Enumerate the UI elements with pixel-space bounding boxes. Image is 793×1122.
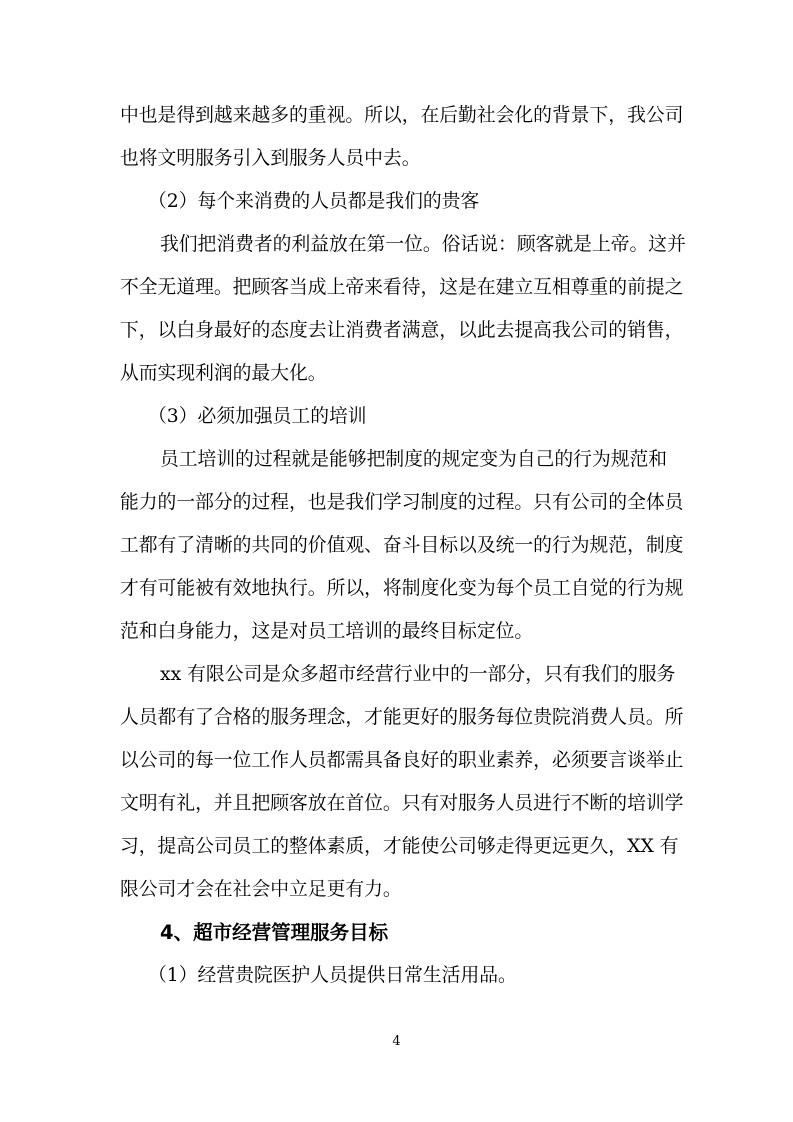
paragraph-line: 人员都有了合格的服务理念，才能更好的服务每位贵院消费人员。所 [120, 707, 684, 728]
paragraph-line: 才有可能被有效地执行。所以，将制度化变为每个员工自觉的行为规 [120, 578, 684, 599]
section-subheading: （1）经营贵院医护人员提供日常生活用品。 [148, 965, 517, 986]
section-heading: 4、超市经营管理服务目标 [160, 921, 389, 944]
paragraph-line: 工都有了清晰的共同的价值观、奋斗目标以及统一的行为规范，制度 [120, 535, 684, 556]
paragraph-line: 能力的一部分的过程，也是我们学习制度的过程。只有公司的全体员 [120, 492, 684, 513]
paragraph-line: 我们把消费者的利益放在第一位。俗话说：顾客就是上帝。这并 [160, 234, 686, 255]
section-subheading: （3）必须加强员工的培训 [148, 406, 367, 427]
paragraph-line: 员工培训的过程就是能够把制度的规定变为自己的行为规范和 [160, 449, 668, 470]
page-number: 4 [392, 1034, 401, 1049]
paragraph-line: 从而实现利润的最大化。 [120, 363, 327, 384]
paragraph-line: 中也是得到越来越多的重视。所以，在后勤社会化的背景下，我公司 [120, 105, 684, 126]
paragraph-line: 范和白身能力，这是对员工培训的最终目标定位。 [120, 621, 534, 642]
paragraph-line: xx 有限公司是众多超市经营行业中的一部分，只有我们的服务 [160, 664, 676, 685]
paragraph-line: 下，以白身最好的态度去让消费者满意，以此去提高我公司的销售， [120, 320, 684, 341]
paragraph-line: 不全无道理。把顾客当成上帝来看待，这是在建立互相尊重的前提之 [120, 277, 684, 298]
paragraph-line: 文明有礼，并且把顾客放在首位。只有对服务人员进行不断的培训学 [120, 793, 684, 814]
paragraph-line: 习，提高公司员工的整体素质，才能使公司够走得更远更久，XX 有 [120, 836, 679, 857]
paragraph-line: 也将文明服务引入到服务人员中去。 [120, 148, 421, 169]
section-subheading: （2）每个来消费的人员都是我们的贵客 [148, 191, 480, 212]
paragraph-line: 限公司才会在社会中立足更有力。 [120, 879, 402, 900]
paragraph-line: 以公司的每一位工作人员都需具备良好的职业素养，必须要言谈举止 [120, 750, 684, 771]
